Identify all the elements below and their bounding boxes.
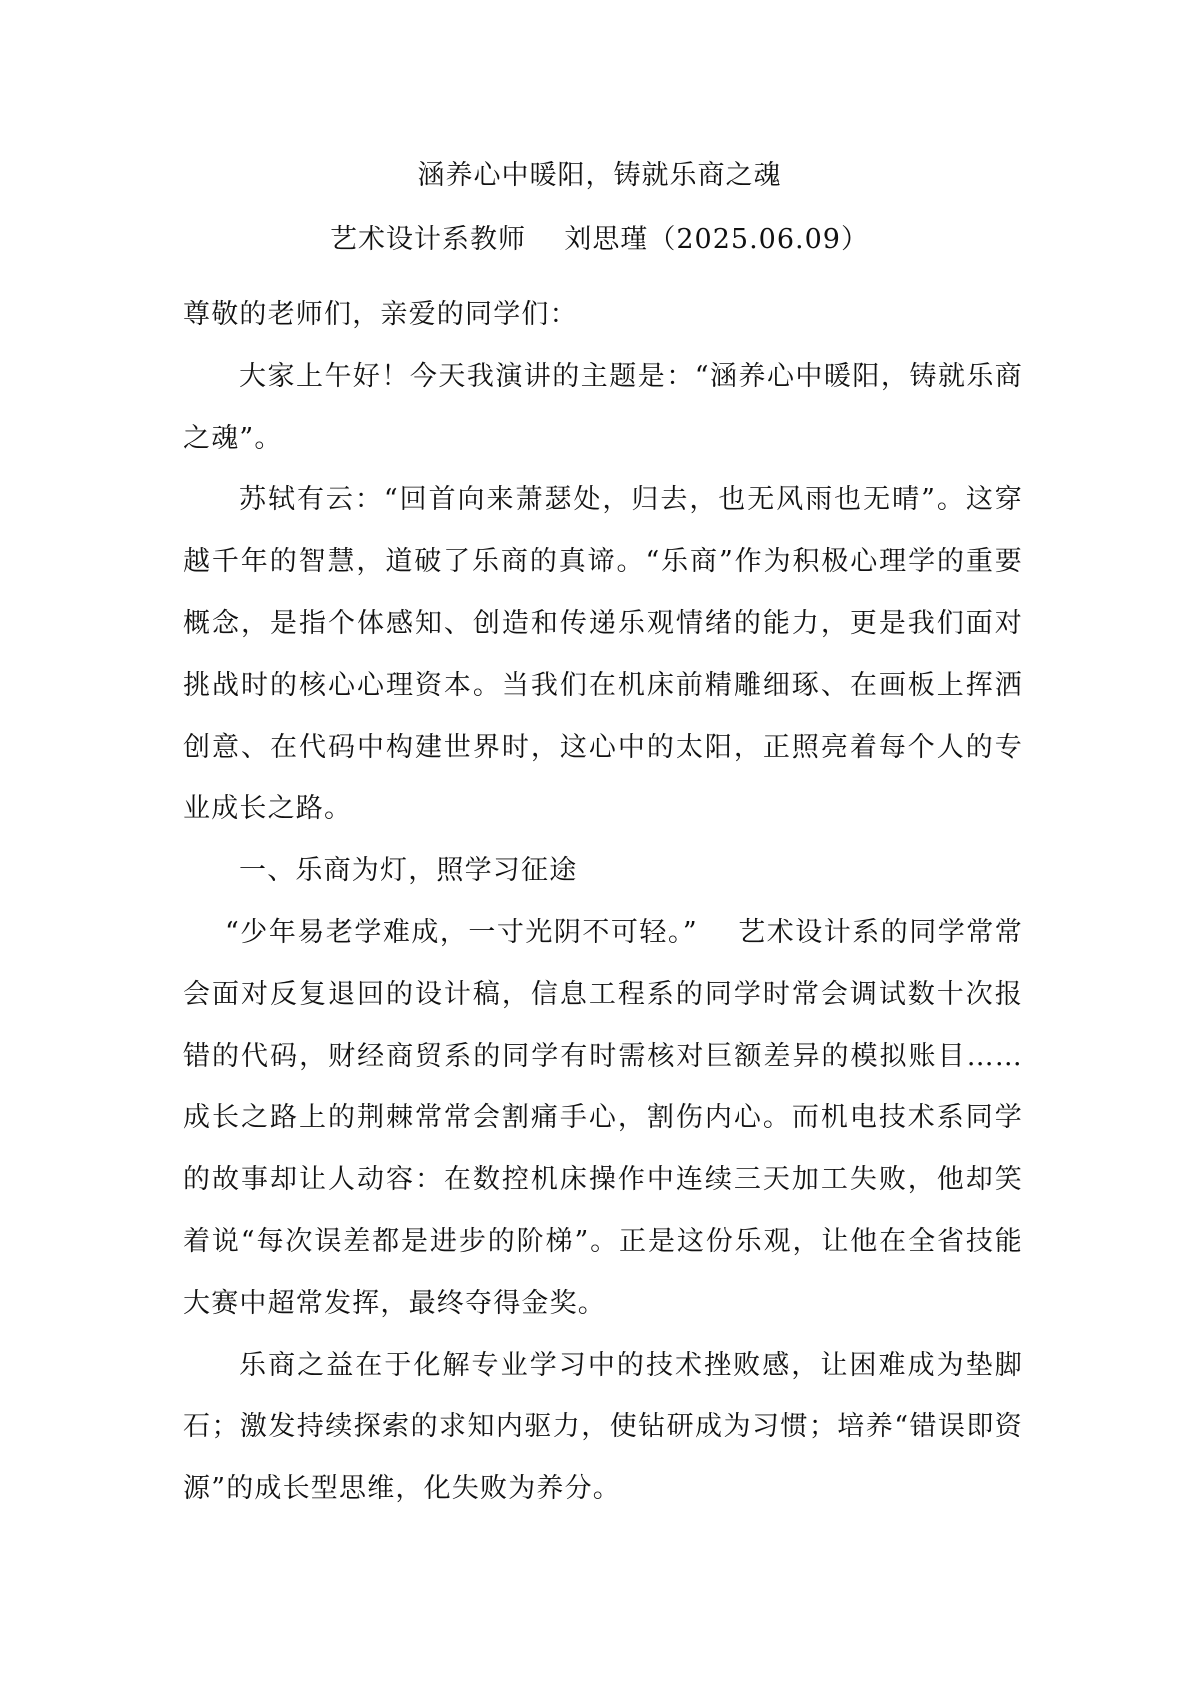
salutation: 尊敬的老师们，亲爱的同学们： (183, 299, 578, 330)
paragraph-benefits: 乐商之益在于化解专业学习中的技术挫败感，让困难成为垫脚石；激发持续探索的求知内驱力，使钻研成为习惯；培养“错误即资源”的成长型思维，化失败为养分。 (183, 1349, 1023, 1505)
speech-body (183, 284, 1023, 1520)
paragraph-greeting: 大家上午好！今天我演讲的主题是：“涵养心中暖阳，铸就乐商之魂”。 (183, 360, 1023, 454)
speech-byline: 艺术设计系教师 刘思瑾（2025.06.09） (330, 224, 869, 255)
paragraph-su-shi: 苏轼有云：“回首向来萧瑟处，归去，也无风雨也无晴”。这穿越千年的智慧，道破了乐商的真谛。“乐商”作为积极心理学的重要概念，是指个体感知、创造和传递乐观情绪的能力，更是我们面对挑战时的核心心理资本。当我们在机床前精雕细琢、在画板上挥洒创意、在代码中构建世界时，这心中的太阳，正照亮着每个人的专业成长之路。 (183, 484, 1023, 825)
section-heading-1: 一、乐商为灯，照学习征途 (239, 855, 578, 887)
speech-title: 涵养心中暖阳，铸就乐商之魂 (417, 160, 782, 191)
paragraph-study-journey: “少年易老学难成，一寸光阴不可轻。” 艺术设计系的同学常常会面对反复退回的设计稿，信息工程系的同学时常会调试数十次报错的代码，财经商贸系的同学有时需核对巨额差异的模拟账目……成长之路上的荆棘常常会割痛手心，割伤内心。而机电技术系同学的故事却让人动容：在数控机床操作中连续三天加工失败，他却笑着说“每次误差都是进步的阶梯”。正是这份乐观，让他在全省技能大赛中超常发挥，最终夺得金奖。 (183, 916, 1023, 1319)
